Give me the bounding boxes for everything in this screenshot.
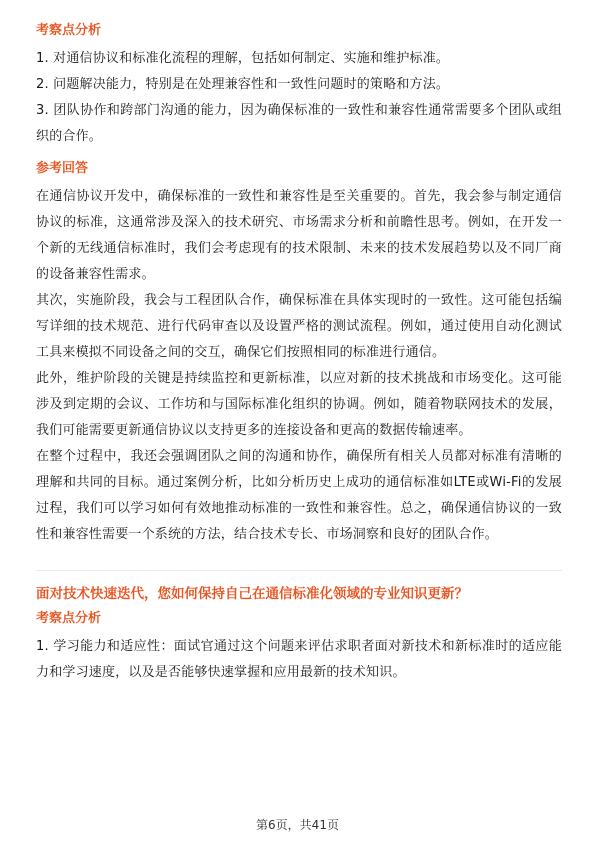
answer-paragraph-1: 在通信协议开发中，确保标准的一致性和兼容性是至关重要的。首先，我会参与制定通信协议的标准，这通常涉及深入的技术研究、市场需求分析和前瞻性思考。例如，在开发一个新的无线通信标准时，我们会考虑现有的技术限制、未来的技术发展趋势以及不同厂商的设备兼容性需求。 xyxy=(36,189,562,282)
answer-paragraph-2: 其次，实施阶段，我会与工程团队合作，确保标准在具体实现时的一致性。这可能包括编写详细的技术规范、进行代码审查以及设置严格的测试流程。例如，通过使用自动化测试工具来模拟不同设备之间的交互，确保它们按照相同的标准进行通信。 xyxy=(36,293,562,360)
section-heading-analysis: 考察点分析 xyxy=(36,23,102,38)
section-heading-answer: 参考回答 xyxy=(36,161,89,176)
analysis-item-2: 2. 问题解决能力，特别是在处理兼容性和一致性问题时的策略和方法。 xyxy=(36,77,450,92)
question-title: 面对技术快速迭代，您如何保持自己在通信标准化领域的专业知识更新？ xyxy=(36,586,468,602)
answer-paragraph-4: 在整个过程中，我还会强调团队之间的沟通和协作，确保所有相关人员都对标准有清晰的理解和共同的目标。通过案例分析，比如分析历史上成功的通信标准如LTE或Wi-Fi的发展过程，我们可以学习如何有效地推动标准的一致性和兼容性。总之，确保通信协议的一致性和兼容性需要一个系统的方法，结合技术专长、市场洞察和良好的团队合作。 xyxy=(36,449,562,542)
analysis-item-3: 3. 团队协作和跨部门沟通的能力，因为确保标准的一致性和兼容性通常需要多个团队或组织的合作。 xyxy=(36,103,562,144)
page-number: 第6页，共41页 xyxy=(256,818,339,832)
page-content xyxy=(36,22,562,686)
section-divider xyxy=(36,570,562,571)
answer-paragraph-3: 此外，维护阶段的关键是持续监控和更新标准，以应对新的技术挑战和市场变化。这可能涉及到定期的会议、工作坊和与国际标准化组织的协调。例如，随着物联网技术的发展，我们可能需要更新通信协议以支持更多的连接设备和更高的数据传输速率。 xyxy=(36,371,562,438)
analysis-item-1: 1. 对通信协议和标准化流程的理解，包括如何制定、实施和维护标准。 xyxy=(36,51,450,66)
analysis-2-item-1: 1. 学习能力和适应性：面试官通过这个问题来评估求职者面对新技术和新标准时的适应能力和学习速度，以及是否能够快速掌握和应用最新的技术知识。 xyxy=(36,639,562,680)
section-heading-analysis-2: 考察点分析 xyxy=(36,611,102,626)
